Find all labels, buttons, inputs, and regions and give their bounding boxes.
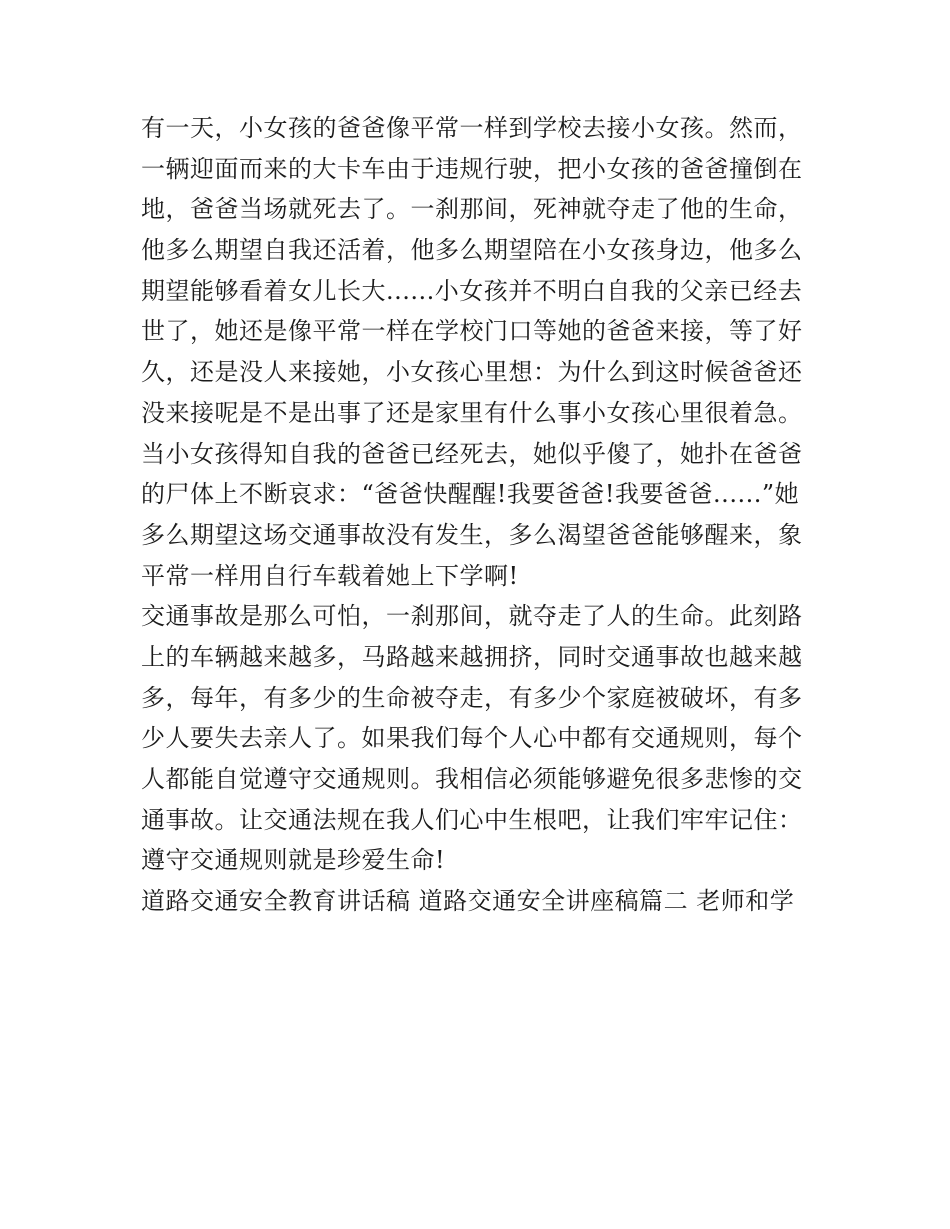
text-line: 期望能够看着女儿长大......小女孩并不明白自我的父亲已经去 — [141, 276, 803, 305]
text-line: 一辆迎面而来的大卡车由于违规行驶，把小女孩的爸爸撞倒在 — [141, 154, 803, 183]
text-line: 没来接呢是不是出事了还是家里有什么事小女孩心里很着急。 — [141, 398, 803, 427]
text-line: 他多么期望自我还活着，他多么期望陪在小女孩身边，他多么 — [141, 236, 803, 265]
text-line: 久，还是没人来接她，小女孩心里想：为什么到这时候爸爸还 — [141, 358, 803, 387]
text-line: 平常一样用自行车载着她上下学啊! — [141, 561, 519, 590]
text-line: 地，爸爸当场就死去了。一刹那间，死神就夺走了他的生命， — [141, 195, 803, 224]
text-line: 少人要失去亲人了。如果我们每个人心中都有交通规则，每个 — [141, 724, 803, 753]
document-body — [141, 108, 813, 922]
text-line: 当小女孩得知自我的爸爸已经死去，她似乎傻了，她扑在爸爸 — [141, 439, 803, 468]
text-line: 有一天，小女孩的爸爸像平常一样到学校去接小女孩。然而， — [141, 114, 803, 142]
text-line: 多，每年，有多少的生命被夺走，有多少个家庭被破坏，有多 — [141, 683, 803, 712]
text-line: 世了，她还是像平常一样在学校门口等她的爸爸来接，等了好 — [141, 317, 803, 346]
text-line: 多么期望这场交通事故没有发生，多么渴望爸爸能够醒来，象 — [141, 520, 803, 549]
text-line: 的尸体上不断哀求：“爸爸快醒醒!我要爸爸!我要爸爸......”她 — [141, 480, 800, 509]
text-line: 上的车辆越来越多，马路越来越拥挤，同时交通事故也越来越 — [141, 642, 803, 671]
text-line: 交通事故是那么可怕，一刹那间，就夺走了人的生命。此刻路 — [141, 602, 803, 631]
text-line: 人都能自觉遵守交通规则。我相信必须能够避免很多悲惨的交 — [141, 765, 803, 793]
text-line: 道路交通安全教育讲话稿 道路交通安全讲座稿篇二 老师和学 — [141, 887, 795, 916]
text-line: 通事故。让交通法规在我人们心中生根吧，让我们牢牢记住： — [141, 805, 803, 834]
text-line: 遵守交通规则就是珍爱生命! — [141, 846, 446, 875]
